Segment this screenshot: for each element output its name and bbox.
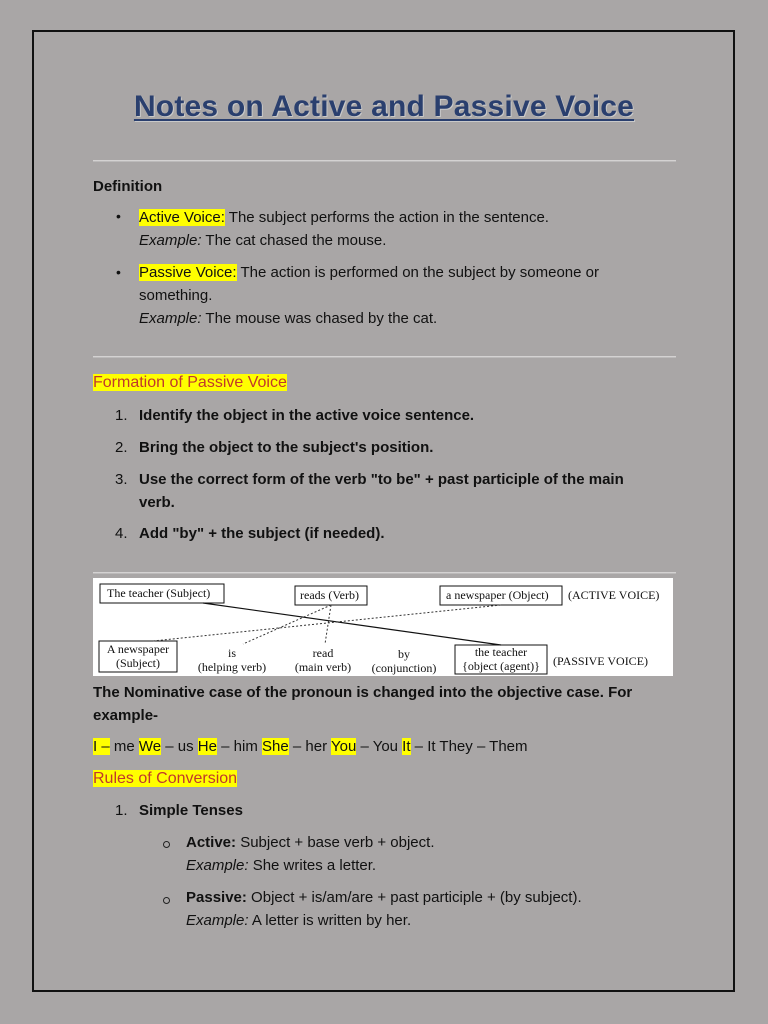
active-subject-box: The teacher (Subject) <box>107 586 211 600</box>
active-voice-text: The subject performs the action in the sentence. <box>224 209 549 226</box>
divider <box>93 356 676 358</box>
passive-voice-text-cont: something. <box>139 287 213 304</box>
pronoun-nominative: You <box>330 738 357 755</box>
active-example: The cat chased the mouse. <box>201 232 387 249</box>
pronoun-objective: – him <box>216 738 262 755</box>
simple-tenses-title: Simple Tenses <box>139 802 243 819</box>
active-verb-box: reads (Verb) <box>300 588 359 602</box>
active-voice-label: (ACTIVE VOICE) <box>568 588 660 602</box>
divider <box>93 160 676 162</box>
passive-voice-label: (PASSIVE VOICE) <box>553 654 649 668</box>
passive-example: The mouse was chased by the cat. <box>201 310 438 327</box>
circle-bullet-icon <box>163 897 170 904</box>
definition-heading: Definition <box>93 178 163 195</box>
example-label: Example: <box>139 232 202 249</box>
bullet-icon: • <box>116 208 121 224</box>
pronoun-nominative: He <box>197 738 217 755</box>
definition-active <box>139 206 549 252</box>
pronoun-nominative: She <box>262 738 289 755</box>
passive-voice-term: Passive Voice: <box>139 264 237 281</box>
step-number: 1. <box>115 407 128 424</box>
definition-passive <box>139 261 599 330</box>
pronoun-nominative: It <box>402 738 411 755</box>
main-verb-label: read (main verb) <box>294 646 352 674</box>
passive-subject-box: A newspaper (Subject) <box>106 642 170 670</box>
pronoun-objective: – It They – Them <box>410 738 528 755</box>
rule-passive: Passive: Object + is/am/are + past participle + (by subject). Example: A letter is written by her. <box>186 889 582 929</box>
formation-heading: Formation of Passive Voice <box>93 374 287 391</box>
pronoun-nominative: I – <box>93 738 110 755</box>
pronoun-nominative: We <box>138 738 162 755</box>
agent-box: the teacher {object (agent)} <box>462 645 540 673</box>
formation-step-4: Add "by" + the subject (if needed). <box>139 525 385 542</box>
pronoun-objective: – us <box>161 738 198 755</box>
nominative-note: The Nominative case of the pronoun is changed into the objective case. For example- <box>93 684 633 724</box>
active-voice-term: Active Voice: <box>139 209 225 226</box>
pronoun-objective: – her <box>288 738 331 755</box>
helping-verb-label: is (helping verb) <box>197 646 267 674</box>
circle-bullet-icon <box>163 841 170 848</box>
step-number: 1. <box>115 802 128 819</box>
passive-voice-text: The action is performed on the subject by someone or <box>236 264 599 281</box>
pronoun-pairs <box>93 735 528 758</box>
conjunction-label: by (conjunction) <box>371 647 437 675</box>
bullet-icon: • <box>116 264 121 280</box>
rules-heading: Rules of Conversion <box>93 770 238 787</box>
pronoun-objective: me <box>109 738 139 755</box>
formation-step-1: Identify the object in the active voice sentence. <box>139 407 475 424</box>
page-title: Notes on Active and Passive Voice <box>133 90 635 123</box>
step-number: 2. <box>115 439 128 456</box>
active-object-box: a newspaper (Object) <box>446 588 549 602</box>
formation-step-3: Use the correct form of the verb "to be" + past participle of the main verb. <box>139 471 624 511</box>
divider <box>93 572 676 574</box>
rule-active: Active: Subject + base verb + object. Example: She writes a letter. <box>186 834 435 874</box>
voice-diagram <box>93 578 673 676</box>
pronoun-objective: – You <box>356 738 403 755</box>
example-label: Example: <box>139 310 202 327</box>
step-number: 3. <box>115 471 128 488</box>
formation-step-2: Bring the object to the subject's position. <box>139 439 434 456</box>
step-number: 4. <box>115 525 128 542</box>
